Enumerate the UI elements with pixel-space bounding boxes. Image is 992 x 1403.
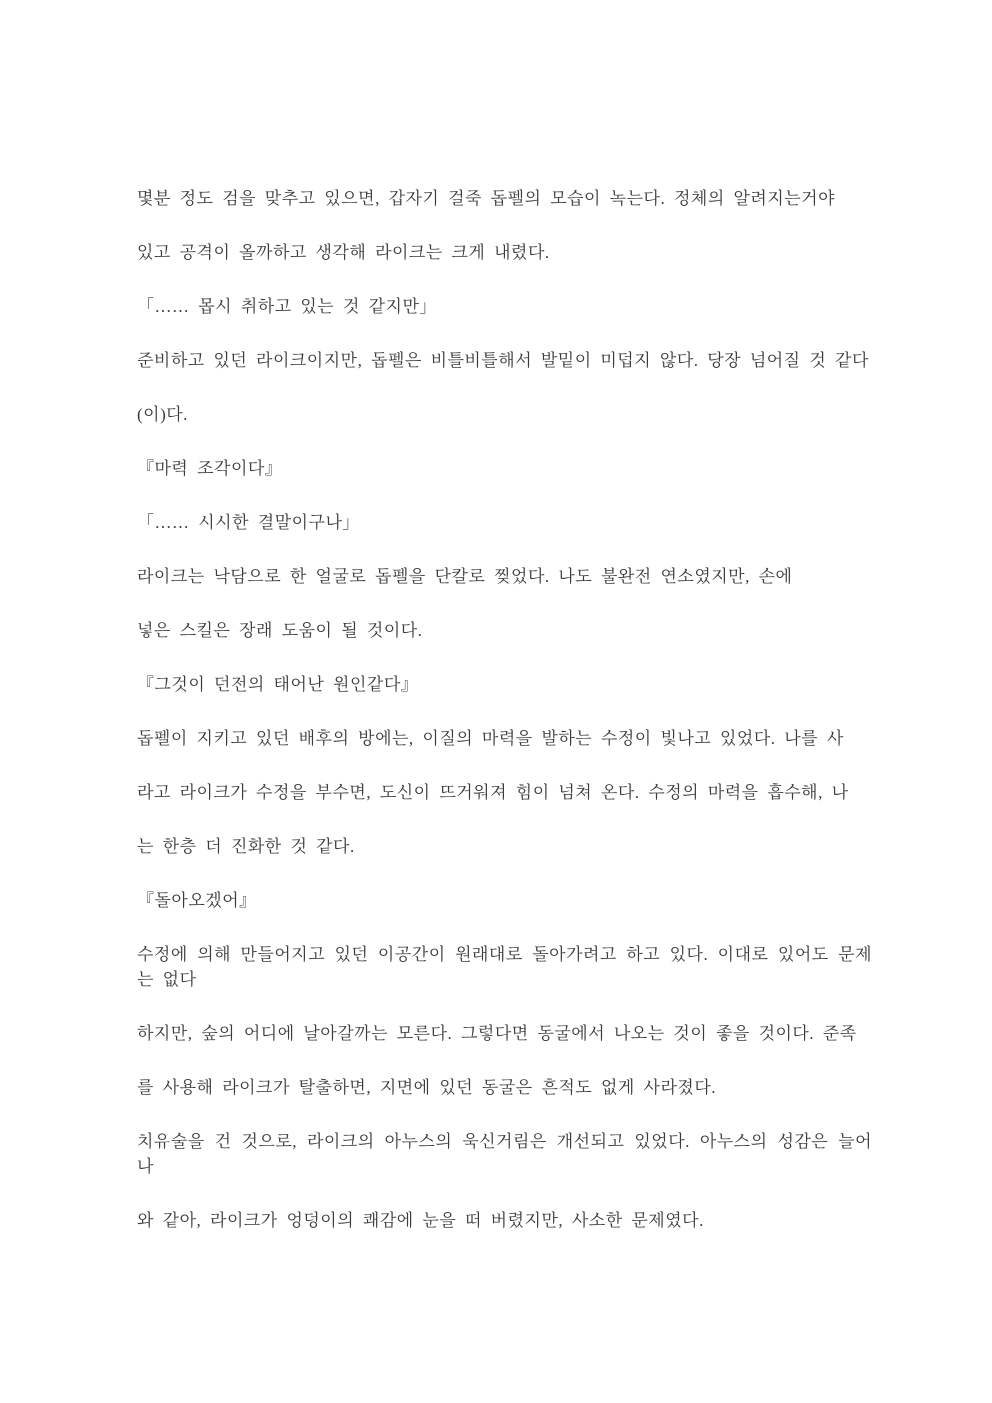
- paragraph: 넣은 스킬은 장래 도움이 될 것이다.: [137, 621, 423, 640]
- paragraph: 「…… 몹시 취하고 있는 것 같지만」: [137, 297, 437, 316]
- paragraph: 하지만, 숲의 어디에 날아갈까는 모른다. 그렇다면 동굴에서 나오는 것이 좋을 것이다. 준족: [137, 1024, 857, 1043]
- paragraph: (이)다.: [137, 405, 188, 424]
- paragraph: 몇분 정도 검을 맞추고 있으면, 갑자기 걸죽 돕펠의 모습이 녹는다. 정체의 알려지는거야: [137, 189, 836, 208]
- paragraph: 라고 라이크가 수정을 부수면, 도신이 뜨거워져 힘이 넘쳐 온다. 수정의 마력을 흡수해, 나: [137, 783, 849, 802]
- paragraph: 는 한층 더 진화한 것 같다.: [137, 837, 355, 856]
- paragraph: 수정에 의해 만들어지고 있던 이공간이 원래대로 돌아가려고 하고 있다. 이대로 있어도 문제는 없다: [137, 945, 872, 989]
- paragraph: 『마력 조각이다』: [137, 459, 283, 478]
- paragraph: 를 사용해 라이크가 탈출하면, 지면에 있던 동굴은 흔적도 없게 사라졌다.: [137, 1078, 716, 1097]
- paragraph: 돕펠이 지키고 있던 배후의 방에는, 이질의 마력을 발하는 수정이 빛나고 있었다. 나를 사: [137, 729, 844, 748]
- paragraph: 「…… 시시한 결말이구나」: [137, 513, 360, 532]
- paragraph: 라이크는 낙담으로 한 얼굴로 돕펠을 단칼로 찢었다. 나도 불완전 연소였지만, 손에: [137, 567, 793, 586]
- paragraph: 준비하고 있던 라이크이지만, 돕펠은 비틀비틀해서 발밑이 미덥지 않다. 당장 넘어질 것 같다: [137, 351, 869, 370]
- text-content: [137, 186, 872, 1233]
- paragraph: 『돌아오겠어』: [137, 891, 257, 910]
- paragraph: 있고 공격이 올까하고 생각해 라이크는 크게 내렸다.: [137, 243, 550, 262]
- paragraph: 『그것이 던전의 태어난 원인같다』: [137, 675, 419, 694]
- paragraph: 와 같아, 라이크가 엉덩이의 쾌감에 눈을 떠 버렸지만, 사소한 문제였다.: [137, 1211, 704, 1230]
- paragraph: 치유술을 건 것으로, 라이크의 아누스의 욱신거림은 개선되고 있었다. 아누스의 성감은 늘어나: [137, 1132, 872, 1176]
